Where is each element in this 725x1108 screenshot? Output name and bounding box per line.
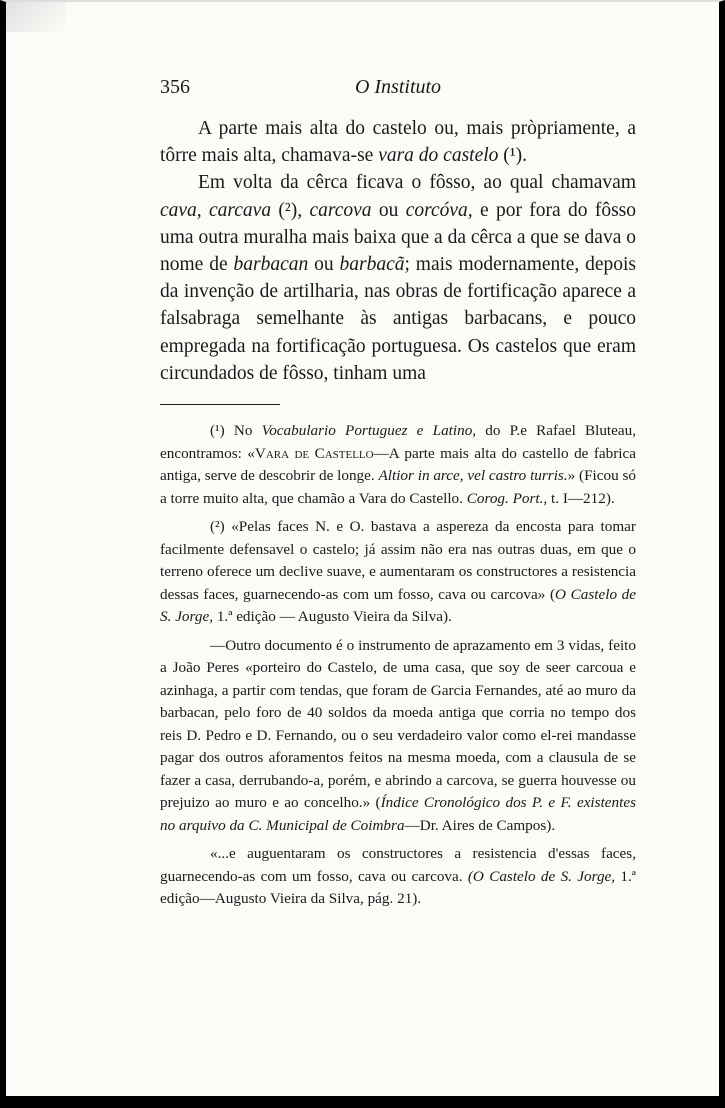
text-run: Em volta da cêrca ficava o fôsso, ao qual chamavam: [198, 172, 636, 194]
main-text: [160, 115, 636, 387]
text-run: «...e auguentaram os constructores a resistencia d'essas faces, guarnecendo-as com um fosso, cava ou carcova.: [160, 845, 636, 885]
text-run: —A parte mais alta do castello de fabrica antiga, serve de descobrir de longe.: [160, 444, 636, 484]
text-run: A parte mais alta do castelo ou, mais pròpriamente, a tôrre mais alta, chamava-se: [160, 118, 636, 167]
text-run: 1.ª edição—Augusto Vieira da Silva, pág. 21).: [160, 867, 636, 907]
italic-title: Corog. Port.,: [466, 489, 548, 507]
italic-term: barbacan: [233, 254, 309, 276]
text-run: do P.e Rafael Bluteau, encontramos: «: [160, 422, 637, 462]
italic-term: barbacã: [339, 254, 405, 276]
footnote-marker: (²): [210, 518, 225, 535]
italic-title: Vocabulario Portuguez e Latino,: [261, 422, 477, 439]
footnote-4: [160, 843, 636, 911]
text-run: —Outro documento é o instrumento de aprazamento em 3 vidas, feito a João Peres «porteiro do Castelo, de uma casa, que soy de seer carcoua e azinhaga, a partir com tendas, que foram de Garcia Fernandes, até ao muro da barbacan, pelo foro de 40 soldos da moeda antiga que corria no tempo dos reis D. Pedro e D. Fernando, ou o seu verdadeiro valor como el-rei mandasse pagar dos outros aforamentos feitos na mesma moeda, com a clausula de se fazer a casa, derrubando-a, porém, e abrindo a carcova, se guerra houvesse ou prejuizo ao muro e ao concelho.» (: [160, 636, 636, 811]
italic-latin: Altior in arce, vel castro turris.: [378, 467, 568, 484]
italic-term: carcova: [309, 199, 372, 221]
footnote-divider: [160, 404, 280, 405]
italic-title: O Castelo de S. Jorge,: [160, 585, 636, 625]
text-run: —Dr. Aires de Campos).: [404, 816, 556, 834]
text-run: «Pelas faces N. e O. bastava a aspereza da encosta para tomar facilmente defensavel o castelo; já assim não era nas outras duas, em que o terreno oferece um declive suave, e aumentaram os constructores a resistencia dessas faces, guarnecendo-as com um fosso, cava ou carcova» (: [160, 518, 636, 603]
footnote-ref: (²): [278, 199, 298, 221]
italic-title: (O Castelo de S. Jorge,: [467, 867, 616, 885]
footnote-ref: (¹): [503, 145, 523, 167]
italic-title: Índice Cronológico dos P. e F. existentes no arquivo da C. Municipal de Coimbra: [160, 794, 636, 834]
text-run: ,: [297, 199, 310, 221]
text-run: ou: [308, 254, 340, 276]
text-run: » (Ficou só a torre muito alta, que chamão a Vara do Castello.: [160, 467, 636, 507]
text-run: 1.ª edição — Augusto Vieira da Silva).: [213, 608, 452, 625]
footnotes: [160, 420, 636, 917]
text-run: e por fora do fôsso uma outra muralha mais baixa que a da cêrca a que se dava o nome de: [160, 199, 637, 276]
footnote-2: [160, 516, 636, 629]
text-run: No: [224, 422, 262, 439]
italic-term: vara do castelo: [378, 145, 499, 167]
footnote-marker: (¹): [210, 422, 225, 439]
page-header: [160, 76, 636, 102]
paragraph-1: [160, 115, 636, 169]
small-caps-term: Vara de Castello: [254, 444, 374, 462]
paragraph-2: [160, 169, 636, 387]
page-number: 356: [160, 76, 190, 98]
italic-term: cava, carcava: [160, 199, 272, 221]
running-title: O Instituto: [354, 76, 442, 98]
italic-term: corcóva,: [405, 199, 473, 221]
text-run: ou: [371, 199, 406, 221]
text-run: t. I—212).: [547, 489, 615, 507]
text-run: .: [522, 145, 528, 167]
text-run: ; mais modernamente, depois da invenção de artilharia, nas obras de fortificação aparece a falsabraga semelhante às antigas barbacans, e pouco empregada na fortificação portuguesa. Os castelos que eram circundados de fôsso, tinham uma: [160, 254, 637, 384]
footnote-3: [160, 635, 636, 838]
footnote-1: [160, 420, 636, 510]
